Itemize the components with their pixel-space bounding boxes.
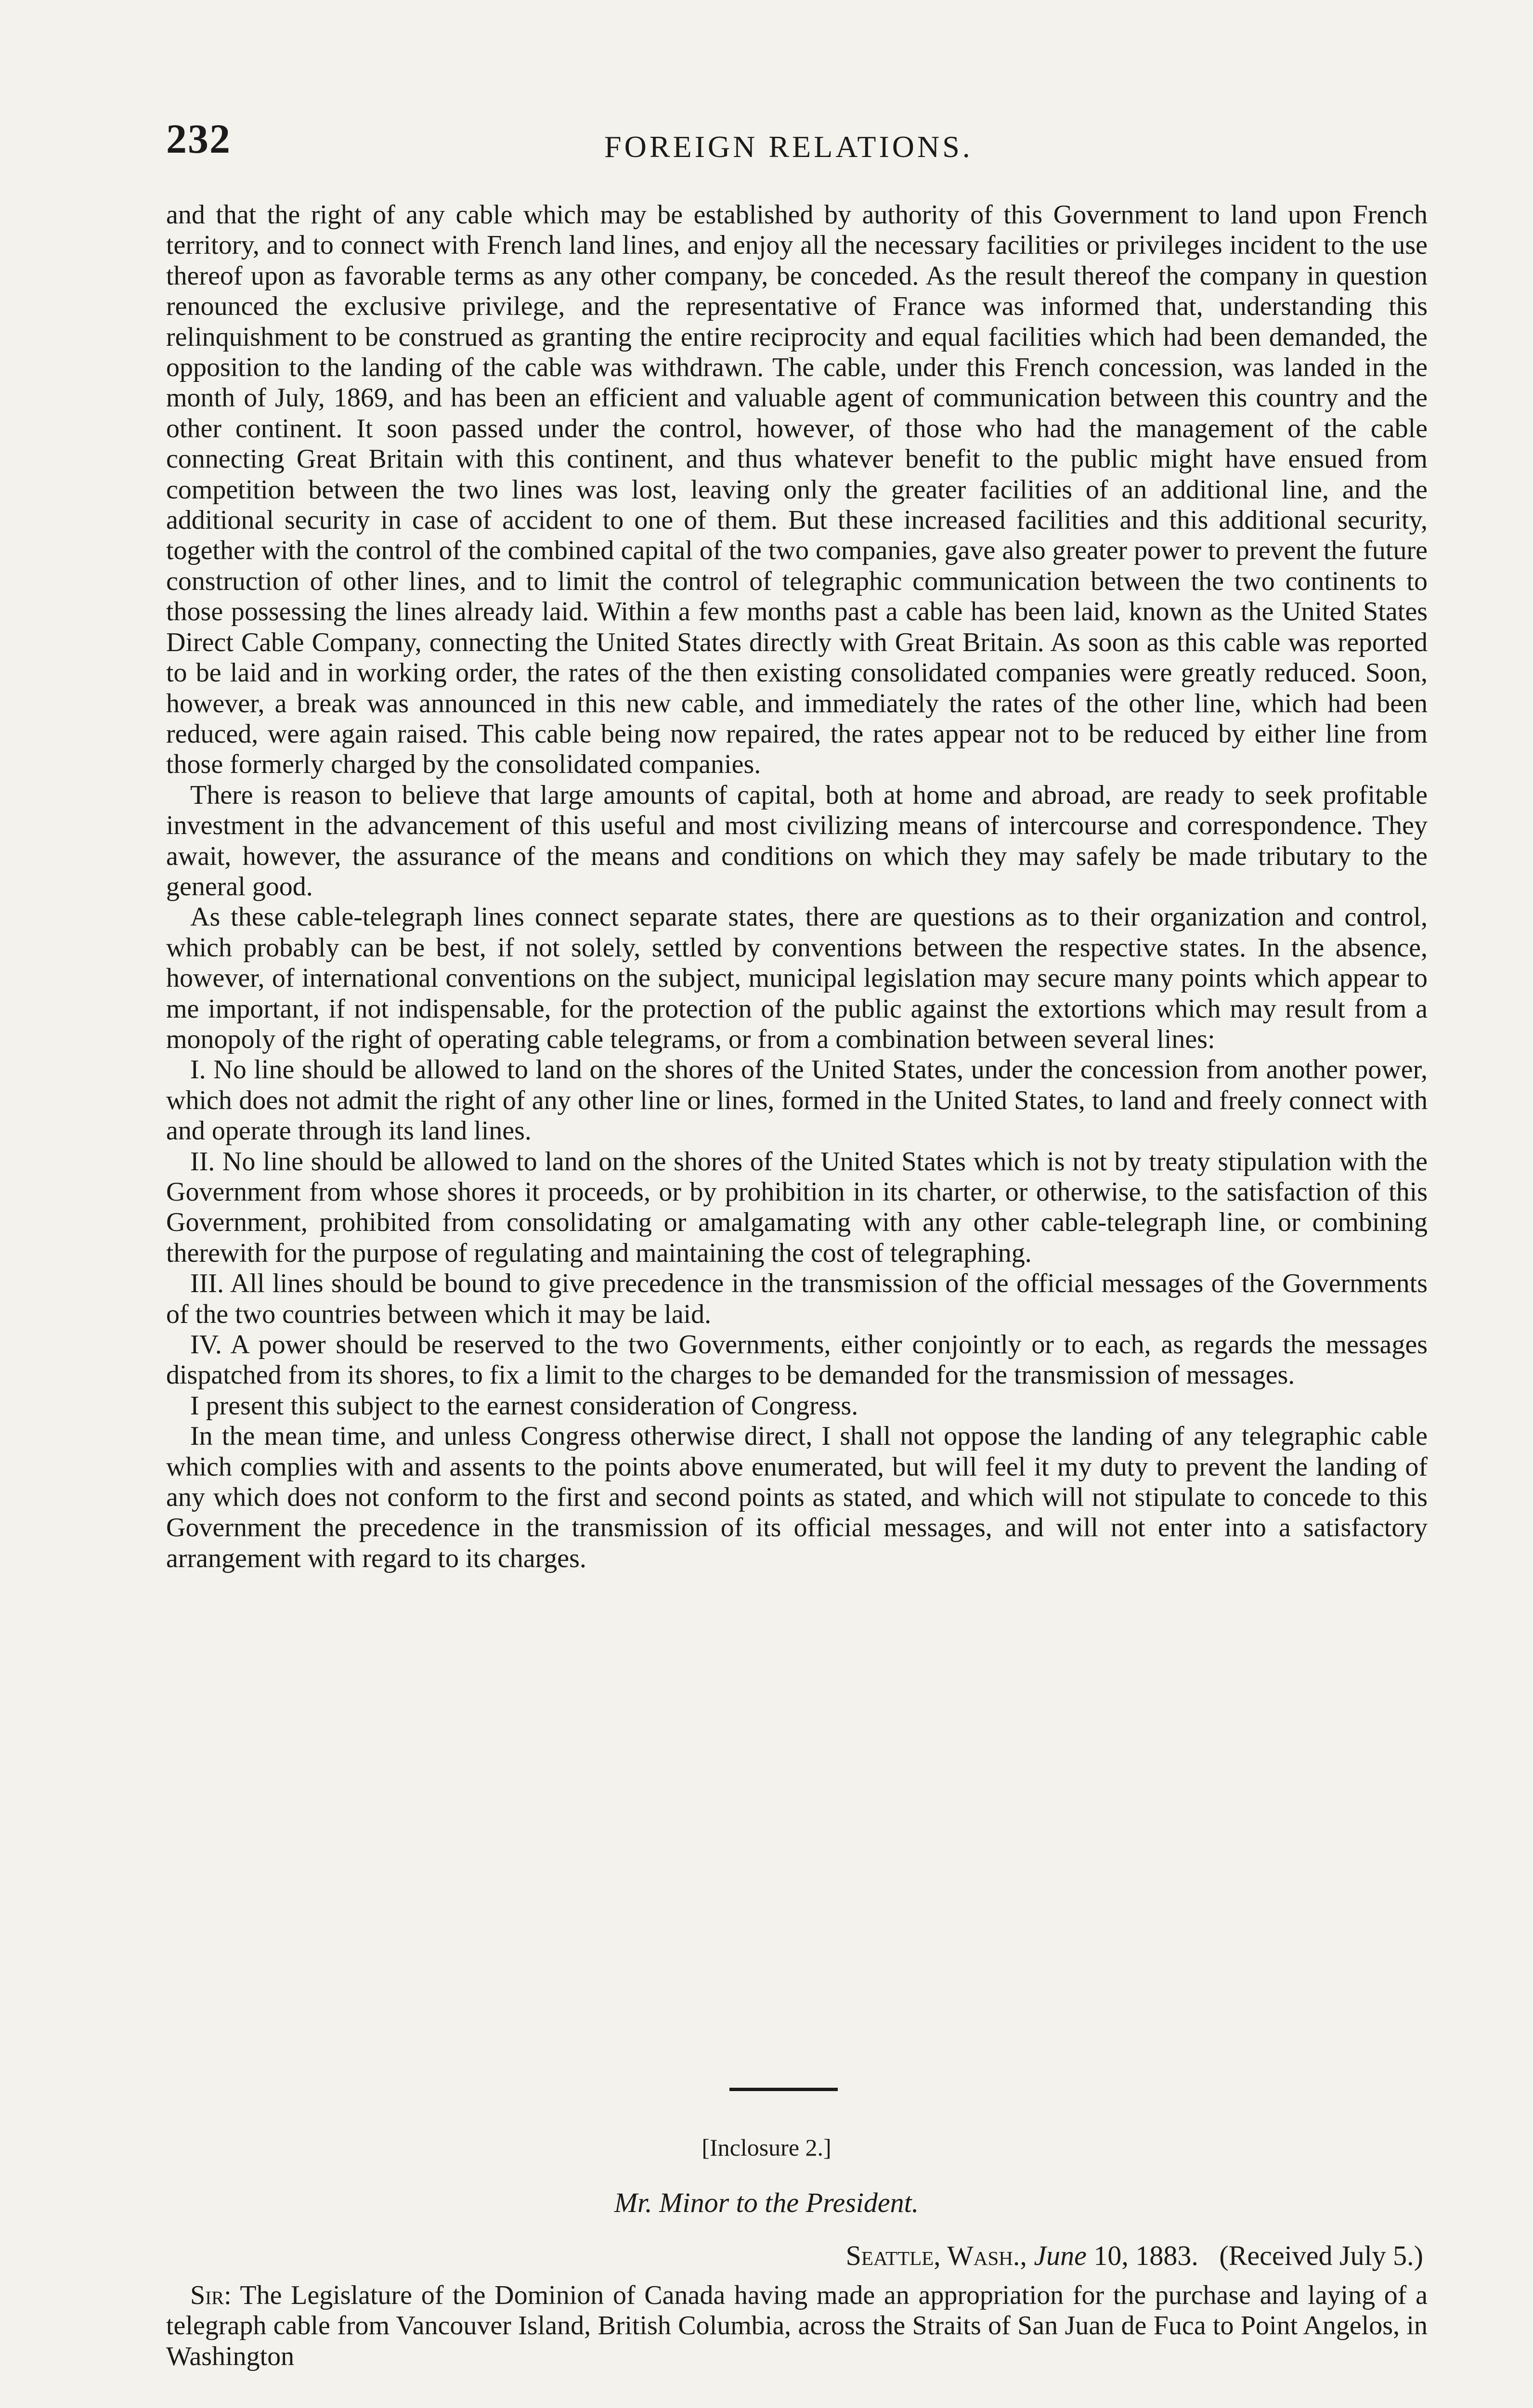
body-text	[166, 200, 1428, 1574]
letter-text: The Legislature of the Dominion of Canada having made an appropriation for the purchase and laying of a telegraph cable from Vancouver Island, British Columbia, across the Straits of San Juan de Fuca to Point Angelos, in Washington	[166, 2280, 1428, 2371]
point-three: III. All lines should be bound to give precedence in the transmission of the official messages of the Governments of the two countries between which it may be laid.	[166, 1269, 1428, 1329]
paragraph-mean-time: In the mean time, and unless Congress otherwise direct, I shall not oppose the landing of any telegraphic cable which complies with and assents to the points above enumerated, but will feel it my duty to prevent the landing of any which does not conform to the first and second points as stated, and which will not stipulate to concede to this Government the precedence in the transmission of its official messages, and will not enter into a satisfactory arrangement with regard to its charges.	[166, 1421, 1428, 1573]
point-one: I. No line should be allowed to land on the shores of the United States, under the concession from another power, which does not admit the right of any other line or lines, formed in the United States, to land and freely connect with and operate through its land lines.	[166, 1055, 1428, 1146]
paragraph-capital: There is reason to believe that large amounts of capital, both at home and abroad, are ready to seek profitable investment in the advancement of this useful and most civilizing means of intercourse and correspondence. They await, however, the assurance of the means and conditions on which they may safely be made tributary to the general good.	[166, 780, 1428, 902]
point-four: IV. A power should be reserved to the two Governments, either conjointly or to each, as regards the messages dispatched from its shores, to fix a limit to the charges to be demanded for the transmission of messages.	[166, 1330, 1428, 1390]
received-date: (Received July 5.)	[1219, 2240, 1423, 2271]
paragraph-conventions: As these cable-telegraph lines connect separate states, there are questions as to their organization and control, which probably can be best, if not solely, settled by conventions between the respective states. In the absence, however, of international conventions on the subject, municipal legislation may secure many points which appear to me important, if not indispensable, for the protection of the public against the extortions which may result from a monopoly of the right of operating cable telegrams, or from a combination between several lines:	[166, 902, 1428, 1054]
inclosure-label: [Inclosure 2.]	[702, 2134, 831, 2161]
dateline-place: Seattle, Wash.,	[845, 2240, 1027, 2271]
section-divider	[729, 2088, 838, 2091]
point-two: II. No line should be allowed to land on the shores of the United States which is not by treaty stipulation with the Government from whose shores it proceeds, or by prohibition in its charter, or otherwise, to the satisfaction of this Government, prohibited from consolidating or amalgamating with any other cable-telegraph line, or combining therewith for the purpose of regulating and maintaining the cost of telegraphing.	[166, 1146, 1428, 1268]
letter-dateline	[0, 2239, 1423, 2272]
letter-paragraph	[166, 2280, 1428, 2372]
paragraph-continuation: and that the right of any cable which may be established by authority of this Government to land upon French territory, and to connect with French land lines, and enjoy all the necessary facilities or privileges incident to the use thereof upon as favorable terms as any other company, be conceded. As the result thereof the company in question renounced the exclusive privilege, and the representative of France was informed that, understanding this relinquishment to be construed as granting the entire reciprocity and equal facilities which had been demanded, the opposition to the landing of the cable was withdrawn. The cable, under this French concession, was landed in the month of July, 1869, and has been an efficient and valuable agent of communication between this country and the other continent. It soon passed under the control, however, of those who had the management of the cable connecting Great Britain with this continent, and thus whatever benefit to the public might have ensued from competition between the two lines was lost, leaving only the greater facilities of an additional line, and the additional security in case of accident to one of them. But these increased facilities and this additional security, together with the control of the combined capital of the two companies, gave also greater power to prevent the future construction of other lines, and to limit the control of telegraphic communication between the two continents to those possessing the lines already laid. Within a few months past a cable has been laid, known as the United States Direct Cable Company, connecting the United States directly with Great Britain. As soon as this cable was reported to be laid and in working order, the rates of the then existing consolidated companies were greatly reduced. Soon, however, a break was announced in this new cable, and immediately the rates of the other line, which had been reduced, were again raised. This cable being now repaired, the rates appear not to be reduced by either line from those formerly charged by the consolidated companies.	[166, 200, 1428, 780]
page-header	[166, 115, 1428, 172]
running-head: FOREIGN RELATIONS.	[604, 130, 973, 164]
dateline-month: June	[1034, 2240, 1087, 2271]
letter-title: Mr. Minor to the President.	[614, 2187, 919, 2218]
paragraph-congress: I present this subject to the earnest consideration of Congress.	[190, 1390, 858, 1421]
dateline-day-year: 10, 1883.	[1093, 2240, 1198, 2271]
letter-body	[166, 2280, 1428, 2372]
page-number: 232	[166, 116, 231, 162]
salutation: Sir:	[190, 2280, 232, 2310]
